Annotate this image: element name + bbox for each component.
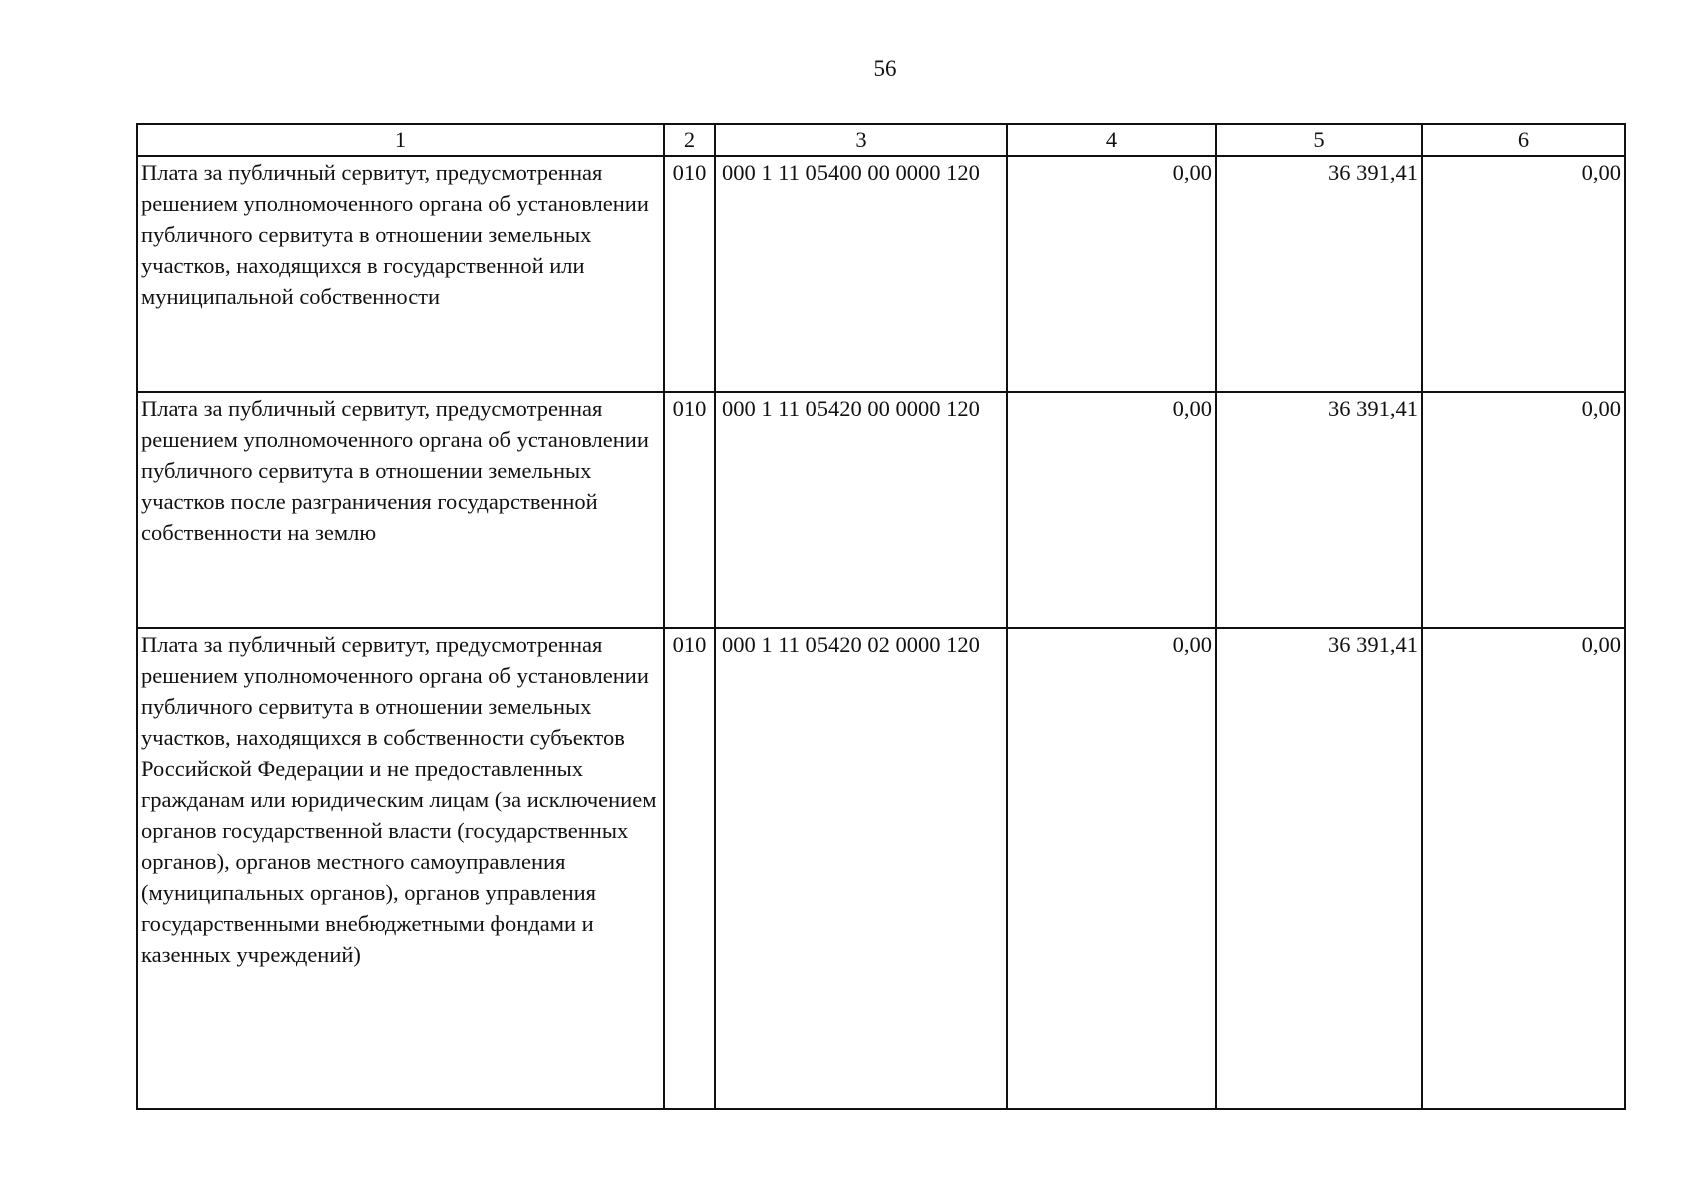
column-header-1: 1	[137, 124, 664, 156]
amount-col4-cell: 0,00	[1007, 156, 1216, 392]
revenue-name-cell: Плата за публичный сервитут, предусмотренная решением уполномоченного органа об установлении публичного сервитута в отношении земельных участков, находящихся в государственной или муниципальной собственности	[137, 156, 664, 392]
table-row	[137, 156, 1625, 392]
table-row	[137, 628, 1625, 1109]
budget-code-cell: 000 1 11 05420 02 0000 120	[715, 628, 1007, 1109]
page-number: 56	[873, 56, 897, 81]
column-header-6: 6	[1422, 124, 1625, 156]
column-header-5: 5	[1216, 124, 1422, 156]
budget-code-cell: 000 1 11 05420 00 0000 120	[715, 392, 1007, 628]
table-header-row	[137, 124, 1625, 156]
amount-col4-cell: 0,00	[1007, 628, 1216, 1109]
revenue-name-cell: Плата за публичный сервитут, предусмотренная решением уполномоченного органа об установлении публичного сервитута в отношении земельных участков, находящихся в собственности субъектов Российской Федерации и не предоставленных гражданам или юридическим лицам (за исключением органов государственной власти (государственных органов), органов местного самоуправления (муниципальных органов), органов управления государственными внебюджетными фондами и казенных учреждений)	[137, 628, 664, 1109]
budget-code-cell: 000 1 11 05400 00 0000 120	[715, 156, 1007, 392]
amount-col6-cell: 0,00	[1422, 156, 1625, 392]
amount-col5-cell: 36 391,41	[1216, 156, 1422, 392]
revenue-table	[136, 123, 1626, 1110]
admin-code-cell: 010	[664, 392, 715, 628]
column-header-4: 4	[1007, 124, 1216, 156]
admin-code-cell: 010	[664, 156, 715, 392]
amount-col5-cell: 36 391,41	[1216, 628, 1422, 1109]
table-row	[137, 392, 1625, 628]
amount-col5-cell: 36 391,41	[1216, 392, 1422, 628]
column-header-3: 3	[715, 124, 1007, 156]
amount-col4-cell: 0,00	[1007, 392, 1216, 628]
amount-col6-cell: 0,00	[1422, 392, 1625, 628]
admin-code-cell: 010	[664, 628, 715, 1109]
revenue-name-cell: Плата за публичный сервитут, предусмотренная решением уполномоченного органа об установлении публичного сервитута в отношении земельных участков после разграничения государственной собственности на землю	[137, 392, 664, 628]
column-header-2: 2	[664, 124, 715, 156]
amount-col6-cell: 0,00	[1422, 628, 1625, 1109]
